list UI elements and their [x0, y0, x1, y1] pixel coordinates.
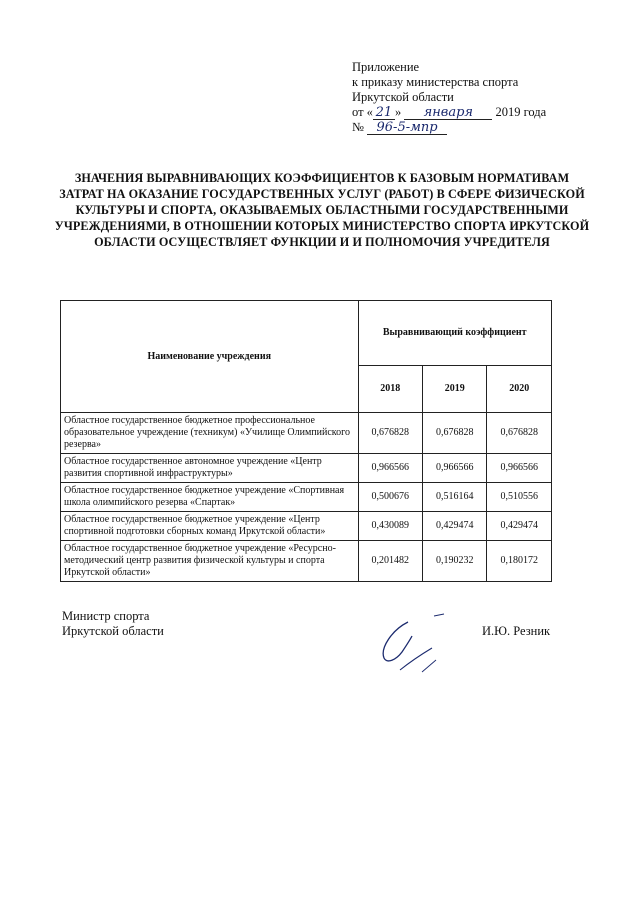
coef-2019: 0,429474: [422, 512, 486, 541]
appendix-title: Приложение: [352, 60, 420, 74]
date-day: 21: [373, 106, 395, 120]
appendix-number-line: [352, 120, 602, 135]
coef-2019: 0,966566: [422, 454, 486, 483]
coef-2018: 0,676828: [358, 413, 422, 454]
handwritten-signature-icon: [370, 600, 450, 690]
signer-name: И.Ю. Резник: [482, 624, 551, 638]
table-row: [61, 512, 552, 541]
position-line-2: Иркутской области: [62, 624, 164, 638]
table-row: [61, 454, 552, 483]
coef-2020: 0,966566: [487, 454, 552, 483]
institution-name: Областное государственное автономное учреждение «Центр развития спортивной инфраструктуры»: [61, 454, 359, 483]
coef-2020: 0,180172: [487, 541, 552, 582]
appendix-region-line: Иркутской области: [352, 90, 454, 104]
table-row: [61, 483, 552, 512]
institution-name: Областное государственное бюджетное профессиональное образовательное учреждение (техникум) «Училище Олимпийского резерва»: [61, 413, 359, 454]
coef-2019: 0,190232: [422, 541, 486, 582]
date-month: января: [404, 106, 492, 120]
header-year-2: 2019: [422, 366, 486, 413]
document-title: ЗНАЧЕНИЯ ВЫРАВНИВАЮЩИХ КОЭФФИЦИЕНТОВ К БАЗОВЫМ НОРМАТИВАМ ЗАТРАТ НА ОКАЗАНИЕ ГОСУДАРСТВЕННЫХ УСЛУГ (РАБОТ) В СФЕРЕ ФИЗИЧЕСКОЙ КУЛЬТУРЫ И СПОРТА, ОКАЗЫВАЕМЫХ ОБЛАСТНЫМИ ГОСУДАРСТВЕННЫМИ УЧРЕЖДЕНИЯМИ, В ОТНОШЕНИИ КОТОРЫХ МИНИСТЕРСТВО СПОРТА ИРКУТСКОЙ ОБЛАСТИ ОСУЩЕСТВЛЯЕТ ФУНКЦИИ И И ПОЛНОМОЧИЯ УЧРЕДИТЕЛЯ: [54, 171, 590, 249]
coef-2020: 0,429474: [487, 512, 552, 541]
date-year: 2019 года: [495, 105, 547, 119]
table-row: [61, 541, 552, 582]
coef-2020: 0,676828: [487, 413, 552, 454]
header-institution-name: Наименование учреждения: [61, 301, 359, 413]
appendix-date-line: [352, 105, 602, 120]
number-prefix: №: [352, 120, 364, 134]
signatory-position: [62, 609, 164, 639]
institution-name: Областное государственное бюджетное учреждение «Ресурсно-методический центр развития физической культуры и спорта Иркутской области»: [61, 541, 359, 582]
appendix-block: [352, 60, 602, 135]
position-line-1: Министр спорта: [62, 609, 150, 623]
coef-2019: 0,676828: [422, 413, 486, 454]
table-row: [61, 413, 552, 454]
coef-2018: 0,500676: [358, 483, 422, 512]
institution-name: Областное государственное бюджетное учреждение «Спортивная школа олимпийского резерва «Спартак»: [61, 483, 359, 512]
date-prefix: от «: [352, 105, 373, 119]
coef-2018: 0,201482: [358, 541, 422, 582]
coef-2018: 0,430089: [358, 512, 422, 541]
header-coefficient: Выравнивающий коэффициент: [358, 301, 552, 366]
coefficients-table: [60, 300, 552, 582]
institution-name: Областное государственное бюджетное учреждение «Центр спортивной подготовки сборных команд Иркутской области»: [61, 512, 359, 541]
date-mid: »: [394, 105, 402, 119]
header-year-1: 2018: [358, 366, 422, 413]
coef-2019: 0,516164: [422, 483, 486, 512]
doc-number: 96-5-мпр: [367, 121, 447, 135]
appendix-order-line: к приказу министерства спорта: [352, 75, 519, 89]
coef-2018: 0,966566: [358, 454, 422, 483]
coef-2020: 0,510556: [487, 483, 552, 512]
header-year-3: 2020: [487, 366, 552, 413]
